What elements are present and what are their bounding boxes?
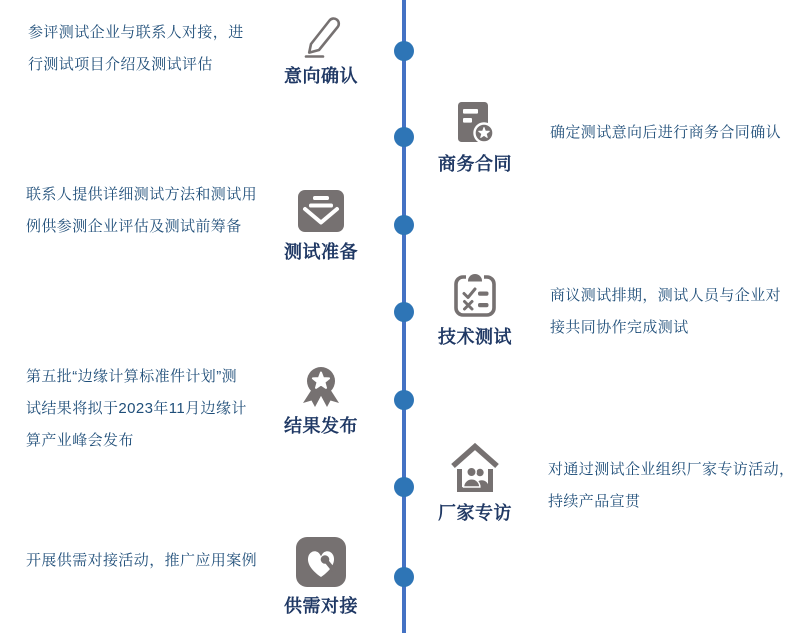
open-mail-icon [296, 188, 346, 234]
description-line: 商议测试排期，测试人员与企业对 [550, 287, 782, 304]
step-result-release [276, 362, 366, 438]
step-test-preparation [276, 188, 366, 264]
description-line: 联系人提供详细测试方法和测试用 [26, 186, 258, 203]
step-description [548, 454, 794, 518]
contract-star-icon [454, 100, 496, 146]
description-line: 开展供需对接活动，推广应用案例 [26, 552, 258, 569]
timeline-dot [394, 215, 414, 235]
step-description [26, 361, 247, 457]
timeline-dot [394, 127, 414, 147]
step-description [26, 545, 257, 577]
description-line: 试结果将拟于2023年11月边缘计 [26, 400, 247, 417]
pencil-icon [299, 12, 343, 58]
step-title: 意向确认 [284, 66, 358, 86]
timeline-dot [394, 567, 414, 587]
description-line: 行测试项目介绍及测试评估 [28, 56, 213, 73]
step-technical-testing [430, 271, 520, 349]
description-line: 第五批“边缘计算标准件计划”测 [26, 368, 237, 385]
timeline-dot [394, 477, 414, 497]
step-title: 供需对接 [284, 596, 358, 616]
timeline-dot [394, 390, 414, 410]
heart-care-icon [295, 536, 347, 588]
description-line: 例供参测企业评估及测试前筹备 [26, 218, 242, 235]
step-intent-confirmation [276, 12, 366, 88]
house-people-icon [450, 441, 500, 495]
step-supply-demand-matching [276, 536, 366, 618]
description-line: 算产业峰会发布 [26, 432, 134, 449]
step-title: 技术测试 [438, 327, 512, 347]
step-manufacturer-interview [430, 441, 520, 525]
description-line: 参评测试企业与联系人对接，进 [28, 24, 244, 41]
timeline-dot [394, 302, 414, 322]
step-title: 商务合同 [438, 154, 512, 174]
step-description [28, 17, 244, 81]
step-title: 结果发布 [284, 416, 358, 436]
description-line: 持续产品宣贯 [548, 493, 641, 510]
checklist-icon [452, 271, 498, 319]
step-description [550, 117, 781, 149]
step-description [26, 179, 257, 243]
step-business-contract [430, 100, 520, 176]
step-title: 厂家专访 [438, 503, 512, 523]
description-line: 对通过测试企业组织厂家专访活动， [548, 461, 795, 478]
step-description [550, 280, 781, 344]
step-title: 测试准备 [284, 242, 358, 262]
description-line: 接共同协作完成测试 [550, 319, 689, 336]
medal-icon [298, 362, 344, 408]
timeline-dot [394, 41, 414, 61]
description-line: 确定测试意向后进行商务合同确认 [550, 124, 782, 141]
